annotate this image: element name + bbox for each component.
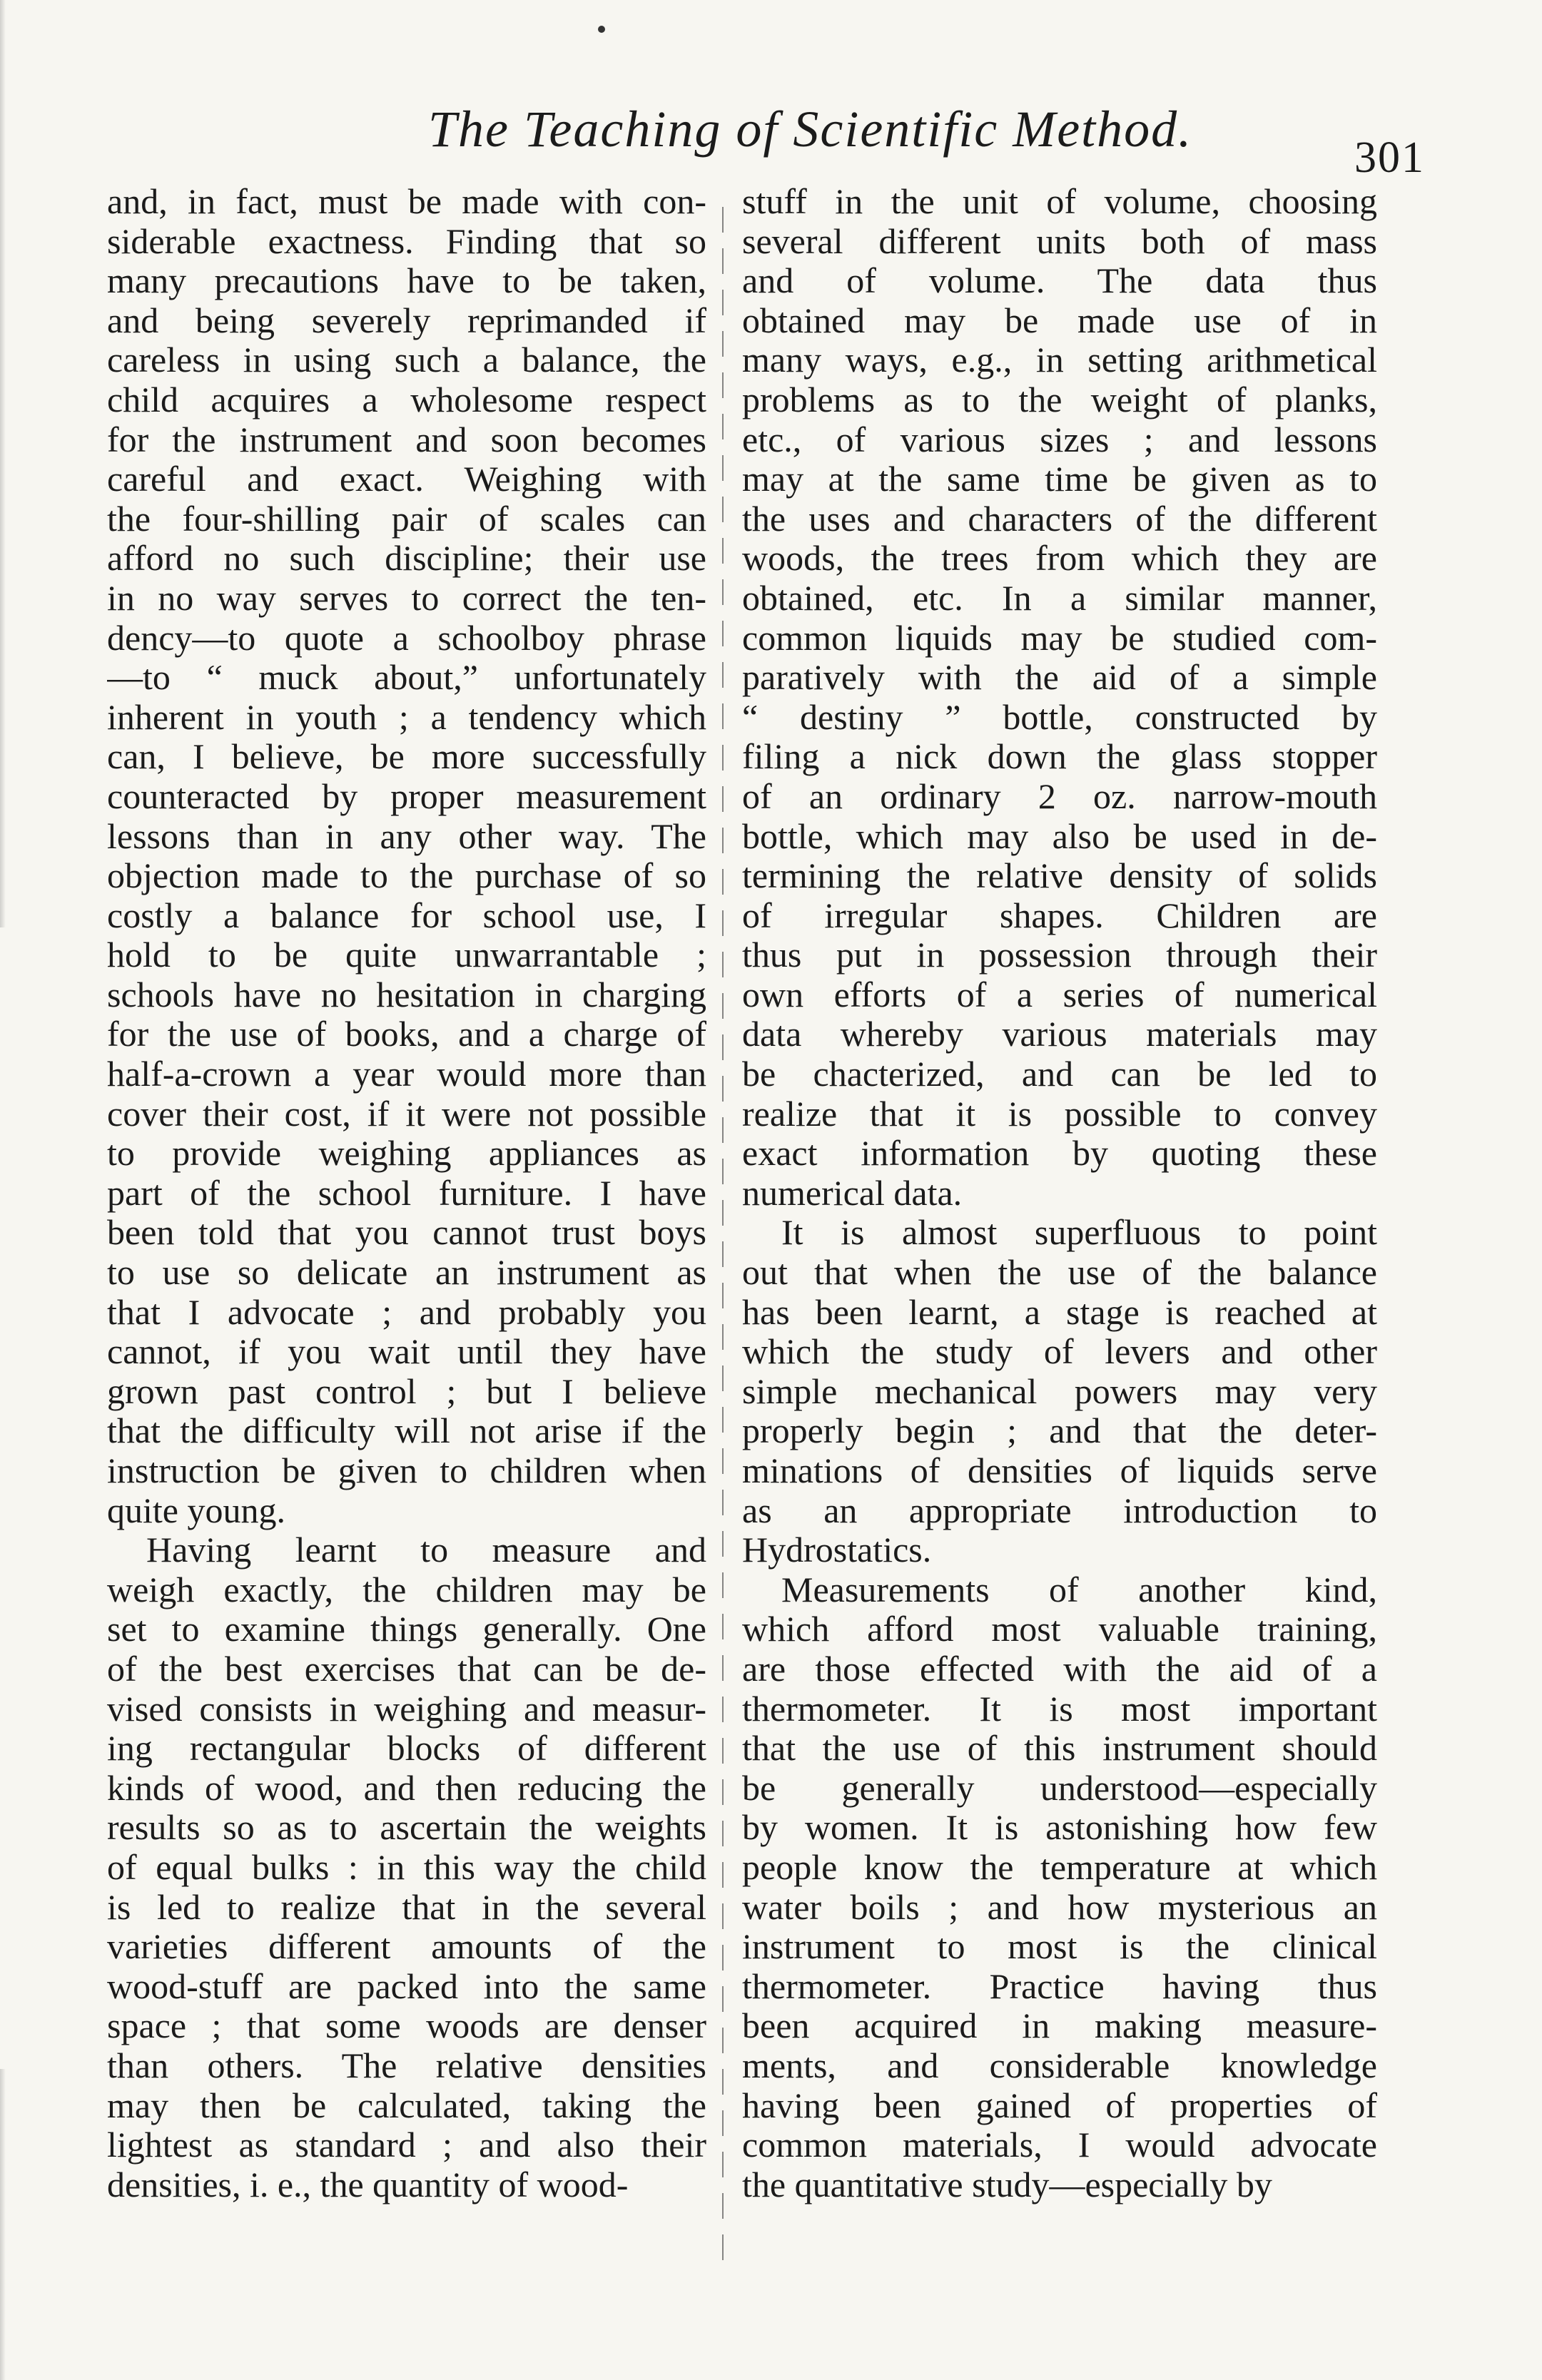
right-column (742, 182, 1377, 2204)
text-line: careless in using such a balance, the (107, 340, 706, 380)
text-line: as an appropriate introduction to (742, 1490, 1377, 1530)
text-line: people know the temperature at which (742, 1847, 1377, 1887)
text-line: ing rectangular blocks of different (107, 1729, 706, 1769)
text-line: the four-shilling pair of scales can (107, 499, 706, 539)
text-line: that I advocate ; and probably you (107, 1292, 706, 1332)
page-edge-shadow-bottom (0, 2069, 6, 2380)
text-line: hold to be quite unwarrantable ; (107, 935, 706, 975)
text-line: —to “ muck about,” unfortunately (107, 658, 706, 698)
text-line: cover their cost, if it were not possible (107, 1094, 706, 1134)
text-line: wood-stuff are packed into the same (107, 1966, 706, 2006)
column-divider (722, 207, 724, 2262)
text-line: in no way serves to correct the ten- (107, 578, 706, 618)
text-line: several different units both of mass (742, 221, 1377, 261)
text-line: set to examine things generally. One (107, 1609, 706, 1649)
text-line: has been learnt, a stage is reached at (742, 1292, 1377, 1332)
text-line: Measurements of another kind, (781, 1570, 1377, 1609)
text-line: many precautions have to be taken, (107, 261, 706, 301)
text-line: than others. The relative densities (107, 2045, 706, 2085)
text-line: own efforts of a series of numerical (742, 975, 1377, 1014)
text-line: objection made to the purchase of so (107, 856, 706, 896)
text-line: and of volume. The data thus (742, 261, 1377, 301)
text-line: of the best exercises that can be de- (107, 1649, 706, 1689)
text-line: problems as to the weight of planks, (742, 380, 1377, 419)
text-line: inherent in youth ; a tendency which (107, 697, 706, 737)
text-line: data whereby various materials may (742, 1014, 1377, 1054)
text-line: bottle, which may also be used in de- (742, 816, 1377, 856)
text-line: to provide weighing appliances as (107, 1134, 706, 1174)
text-line: filing a nick down the glass stopper (742, 737, 1377, 777)
text-line: Having learnt to measure and (146, 1530, 706, 1570)
text-line: out that when the use of the balance (742, 1253, 1377, 1293)
text-line: that the difficulty will not arise if the (107, 1411, 706, 1451)
text-line: exact information by quoting these (742, 1134, 1377, 1174)
text-line: realize that it is possible to convey (742, 1094, 1377, 1134)
text-line: having been gained of properties of (742, 2085, 1377, 2125)
text-line: costly a balance for school use, I (107, 895, 706, 935)
text-line: of irregular shapes. Children are (742, 895, 1377, 935)
text-line: to use so delicate an instrument as (107, 1253, 706, 1293)
text-line: kinds of wood, and then reducing the (107, 1768, 706, 1808)
text-line: careful and exact. Weighing with (107, 459, 706, 499)
text-line: by women. It is astonishing how few (742, 1808, 1377, 1848)
text-line: can, I believe, be more successfully (107, 737, 706, 777)
text-line: and, in fact, must be made with con- (107, 182, 706, 221)
text-line: and being severely reprimanded if (107, 300, 706, 340)
text-line: Hydrostatics. (742, 1530, 932, 1570)
text-line: simple mechanical powers may very (742, 1371, 1377, 1411)
text-line: stuff in the unit of volume, choosing (742, 182, 1377, 221)
text-line: been told that you cannot trust boys (107, 1213, 706, 1253)
text-line: instruction be given to children when (107, 1451, 706, 1490)
page-number: 301 (1354, 133, 1425, 182)
text-line: weigh exactly, the children may be (107, 1570, 706, 1609)
running-title: The Teaching of Scientific Method. (428, 101, 1193, 158)
text-line: thus put in possession through their (742, 935, 1377, 975)
text-line: is led to realize that in the several (107, 1887, 706, 1927)
text-line: be chacterized, and can be led to (742, 1054, 1377, 1094)
text-line: cannot, if you wait until they have (107, 1332, 706, 1372)
left-column (107, 182, 706, 2204)
text-line: thermometer. It is most important (742, 1689, 1377, 1729)
text-line: vised consists in weighing and measur- (107, 1689, 706, 1729)
text-line: the uses and characters of the different (742, 499, 1377, 539)
page-edge-shadow (0, 0, 6, 927)
text-line: of an ordinary 2 oz. narrow-mouth (742, 776, 1377, 816)
text-line: thermometer. Practice having thus (742, 1966, 1377, 2006)
text-line: woods, the trees from which they are (742, 539, 1377, 579)
text-line: which afford most valuable training, (742, 1609, 1377, 1649)
text-line: siderable exactness. Finding that so (107, 221, 706, 261)
text-line: paratively with the aid of a simple (742, 658, 1377, 698)
text-line: child acquires a wholesome respect (107, 380, 706, 419)
text-line: for the use of books, and a charge of (107, 1014, 706, 1054)
text-line: be generally understood—especially (742, 1768, 1377, 1808)
text-line: afford no such discipline; their use (107, 539, 706, 579)
text-line: water boils ; and how mysterious an (742, 1887, 1377, 1927)
text-line: that the use of this instrument should (742, 1729, 1377, 1769)
text-line: properly begin ; and that the deter- (742, 1411, 1377, 1451)
text-line: obtained, etc. In a similar manner, (742, 578, 1377, 618)
text-line: of equal bulks : in this way the child (107, 1847, 706, 1887)
text-line: space ; that some woods are denser (107, 2006, 706, 2046)
text-line: may at the same time be given as to (742, 459, 1377, 499)
text-line: which the study of levers and other (742, 1332, 1377, 1372)
text-line: been acquired in making measure- (742, 2006, 1377, 2046)
text-line: minations of densities of liquids serve (742, 1451, 1377, 1490)
ink-dot (598, 26, 605, 33)
text-line: are those effected with the aid of a (742, 1649, 1377, 1689)
text-line: common liquids may be studied com- (742, 618, 1377, 658)
text-line: schools have no hesitation in charging (107, 975, 706, 1014)
text-line: grown past control ; but I believe (107, 1371, 706, 1411)
text-line: counteracted by proper measurement (107, 776, 706, 816)
text-line: lessons than in any other way. The (107, 816, 706, 856)
text-line: common materials, I would advocate (742, 2125, 1377, 2165)
text-line: It is almost superfluous to point (781, 1213, 1377, 1253)
text-line: dency—to quote a schoolboy phrase (107, 618, 706, 658)
text-line: densities, i. e., the quantity of wood- (107, 2165, 629, 2204)
text-line: the quantitative study—especially by (742, 2165, 1272, 2204)
text-line: lightest as standard ; and also their (107, 2125, 706, 2165)
text-line: instrument to most is the clinical (742, 1927, 1377, 1967)
text-line: many ways, e.g., in setting arithmetical (742, 340, 1377, 380)
text-line: part of the school furniture. I have (107, 1173, 706, 1213)
text-line: ments, and considerable knowledge (742, 2045, 1377, 2085)
text-line: numerical data. (742, 1173, 963, 1213)
text-line: half-a-crown a year would more than (107, 1054, 706, 1094)
text-line: “ destiny ” bottle, constructed by (742, 697, 1377, 737)
text-line: may then be calculated, taking the (107, 2085, 706, 2125)
text-line: etc., of various sizes ; and lessons (742, 419, 1377, 459)
text-line: termining the relative density of solids (742, 856, 1377, 896)
text-line: obtained may be made use of in (742, 300, 1377, 340)
text-line: for the instrument and soon becomes (107, 419, 706, 459)
text-line: quite young. (107, 1490, 285, 1530)
text-line: results so as to ascertain the weights (107, 1808, 706, 1848)
text-line: varieties different amounts of the (107, 1927, 706, 1967)
